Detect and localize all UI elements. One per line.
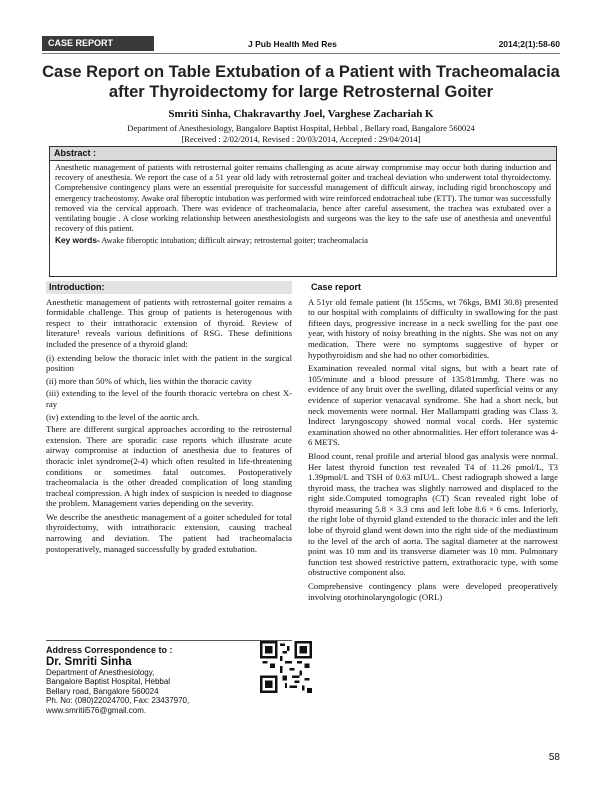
keywords <box>50 234 556 247</box>
intro-paragraph-2: There are different surgical approaches according to the retrosternal extension. There are sporadic case reports which illustrate acute airway compromise at induction of anesthesia due to features of thoracic inlet syndrome(2-4) which often resulted in life-threatening conditions or sometimes fatal outcomes. Postoperatively tracheomalacia is the other dreaded complication of long standing tracheal compression. A high index of suspicion is needed to diagnose the problem. Management varies depending on the severity. <box>46 424 292 509</box>
correspondence-line: Bellary road, Bangalore 560024 <box>46 686 159 696</box>
abstract-heading: Abstract : <box>50 147 556 161</box>
keywords-text: Awake fiberoptic intubation; difficult airway; retrosternal goiter; tracheomalacia <box>99 236 368 246</box>
qr-code-icon <box>260 641 312 693</box>
intro-paragraph-1: Anesthetic management of patients with retrosternal goiter remains a formidable challenge. This group of patients is heterogenous with respect to their intrathoracic extension of thyroid. Review of literature¹ reveals various definitions of RSG. These definitions included the presence of a thyroid gland: <box>46 296 292 349</box>
header-divider <box>42 53 560 54</box>
keywords-label: Key words- <box>55 235 100 246</box>
definition-item: (iii) extending to the level of the fourth thoracic vertebra on chest X-ray <box>46 388 292 409</box>
abstract-body: Anesthetic management of patients with retrosternal goiter remains challenging as acute airway compromise may occur both during induction and recovery of anesthesia. We report the case of a 51 year old lady with retrosternal goiter and tracheal deviation who underwent total thyroidectomy. Comprehensive contingency plans were an essential prerequisite for successful management of difficult airway, including rigid bronchoscopy and emergency tracheostomy. Awake oral fiberoptic intubation was performed with wire reinforced endotracheal tube (ETT). The tumor was successfully removed via the cervical approach. There was evidence of tracheomalacia, hence after careful assessment, the trachea was extubated over a ventilating bougie . A close working relationship between anesthesiologists and surgeons was the key to the safe use of anesthesia and uneventful recovery of this patient. <box>55 163 551 234</box>
definition-item: (ii) more than 50% of which, lies within the thoracic cavity <box>46 375 252 386</box>
journal-name: J Pub Health Med Res <box>248 39 337 49</box>
affiliation: Department of Anesthesiology, Bangalore Baptist Hospital, Hebbal , Bellary road, Bangalore 560024 <box>127 123 475 133</box>
case-report-heading: Case report <box>311 282 362 292</box>
article-title: Case Report on Table Extubation of a Patient with Tracheomalacia after Thyroidectomy for large Retrosternal Goiter <box>42 63 560 101</box>
abstract-box <box>49 146 557 277</box>
correspondence-title: Address Correspondence to : <box>46 645 173 655</box>
right-column <box>308 281 558 605</box>
correspondence-block <box>46 640 292 750</box>
page-number: 58 <box>548 752 560 763</box>
case-paragraph-1: A 51yr old female patient (ht 155cms, wt 76kgs, BMI 30.8) presented to our hospital with complaints of difficulty in swallowing for the past fifteen days, progressive increase in a neck swelling for the past one year, with history of noisy breathing in the nights. She was not on any medication. There were no symptoms suggestive of hyper or hypothyroidism and she had no other comorbidities. <box>308 296 558 360</box>
intro-paragraph-3: We describe the anesthetic management of a goiter scheduled for total thyroidectomy, with intrathoracic extension, causing tracheal narrowing and deviation. The patient had tracheomalacia postoperatively, managed successfully by graded extubation. <box>46 511 292 554</box>
correspondence-email[interactable]: www.smritii576@gmail.com. <box>46 705 147 715</box>
case-paragraph-4: Comprehensive contingency plans were developed preoperatively involving otorhinolaryngologic (ORL) <box>308 581 558 602</box>
correspondence-line: Ph. No: (080)22024700, Fax: 23437970, <box>46 696 190 706</box>
author-list: Smriti Sinha, Chakravarthy Joel, Varghese Zachariah K <box>168 108 434 120</box>
case-paragraph-2: Examination revealed normal vital signs, but with a heart rate of 105/minute and a blood pressure of 135/81mmhg. There was no evidence of any bruit over the swelling, dilated superficial veins or any evidence of superior venacaval syndrome. She had a short neck, but neck movements were normal. Her Mallampatti grading was Class 3. Indirect laryngoscopy showed normal vocal cords. Her systemic examination showed no other abnormalities. Her effort tolerance was 4-6 METS. <box>308 363 558 448</box>
correspondence-line: Bangalore Baptist Hospital, Hebbal <box>46 677 171 687</box>
volume-pages: 2014;2(1):58-60 <box>498 39 560 49</box>
correspondence-line: Department of Anesthesiology, <box>46 668 155 677</box>
case-paragraph-3: Blood count, renal profile and arterial blood gas analysis were normal. Her latest thyroid function test revealed T4 of 11.26 pmol/L, T3 1.39pmol/L and TSH of 0.63 mIU/L. Chest radiograph showed a large thyroid mass, the trachea was slightly narrowed and displaced to the right side.Computed tomographs (CT) Scan revealed right lobe of thyroid measuring 5.8 × 3.3 cms and left lobe 8.6 × 6 cms. Inferiorly, the right lobe of thyroid gland extended to the thoracic inlet and the left lobe of thyroid gland went down into the right side of the mediastinum to the level of the arch of aorta. The sagital diameter at the narrowest point was 10 mm and its transverse diameter was 10 mm. Pulmonary function test showed restrictive pattern, extrathoracic type, with some obstructive component also. <box>308 450 558 578</box>
article-type-tag: CASE REPORT <box>42 36 154 51</box>
definition-item: (iv) extending to the level of the aortic arch. <box>46 411 200 422</box>
introduction-heading: Introduction: <box>46 281 292 294</box>
left-column <box>46 281 292 557</box>
submission-dates: [Received : 2/02/2014, Revised : 20/03/2014, Accepted : 29/04/2014] <box>181 134 421 144</box>
correspondence-name: Dr. Smriti Sinha <box>46 656 132 668</box>
definition-item: (i) extending below the thoracic inlet with the patient in the surgical position <box>46 352 292 374</box>
